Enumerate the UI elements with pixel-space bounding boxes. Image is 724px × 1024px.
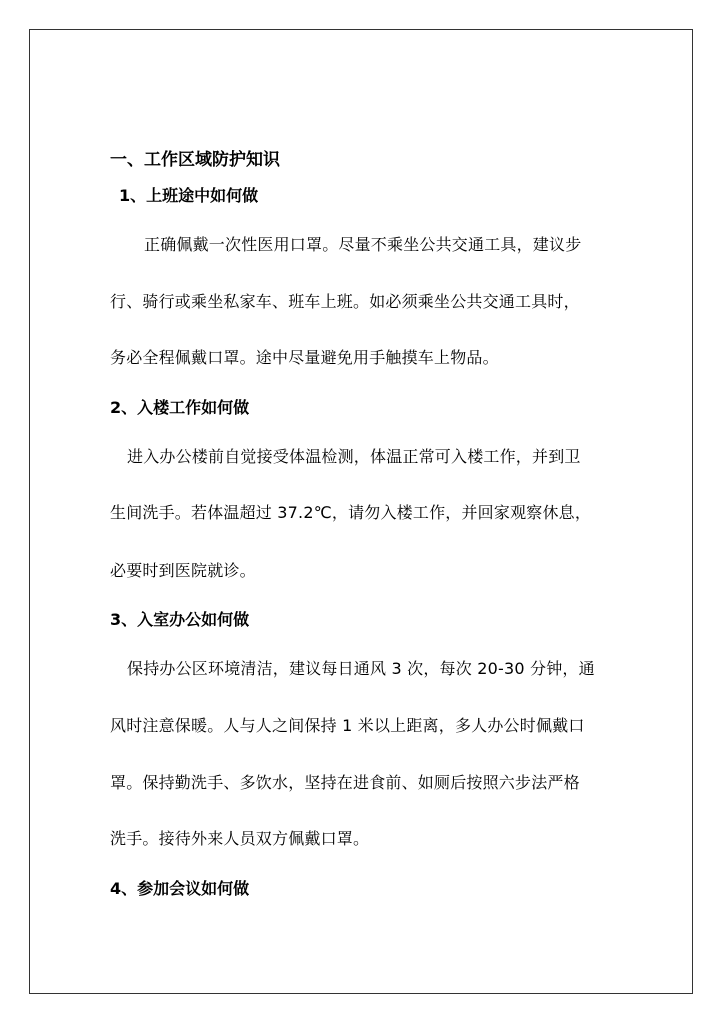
subsection-heading-3: 3、入室办公如何做 (110, 610, 250, 629)
paragraph-line: 必要时到医院就诊。 (110, 561, 256, 580)
paragraph-line: 风时注意保暖。人与人之间保持 1 米以上距离，多人办公时佩戴口 (110, 716, 585, 735)
paragraph-line: 正确佩戴一次性医用口罩。尽量不乘坐公共交通工具，建议步 (144, 235, 582, 254)
subsection-heading-4: 4、参加会议如何做 (110, 879, 250, 898)
paragraph-line: 罩。保持勤洗手、多饮水，坚持在进食前、如厕后按照六步法严格 (110, 773, 580, 792)
subsection-heading-1: 1、上班途中如何做 (119, 186, 259, 205)
subsection-heading-2: 2、入楼工作如何做 (110, 398, 250, 417)
paragraph-line: 保持办公区环境清洁，建议每日通风 3 次，每次 20-30 分钟，通 (127, 659, 595, 678)
paragraph-line: 进入办公楼前自觉接受体温检测，体温正常可入楼工作，并到卫 (127, 447, 581, 466)
paragraph-line: 行、骑行或乘坐私家车、班车上班。如必须乘坐公共交通工具时， (110, 292, 580, 311)
section-title: 一、工作区域防护知识 (110, 150, 280, 170)
paragraph-line: 洗手。接待外来人员双方佩戴口罩。 (110, 829, 370, 848)
paragraph-line: 生间洗手。若体温超过 37.2℃，请勿入楼工作，并回家观察休息， (110, 503, 592, 522)
paragraph-line: 务必全程佩戴口罩。途中尽量避免用手触摸车上物品。 (110, 348, 499, 367)
